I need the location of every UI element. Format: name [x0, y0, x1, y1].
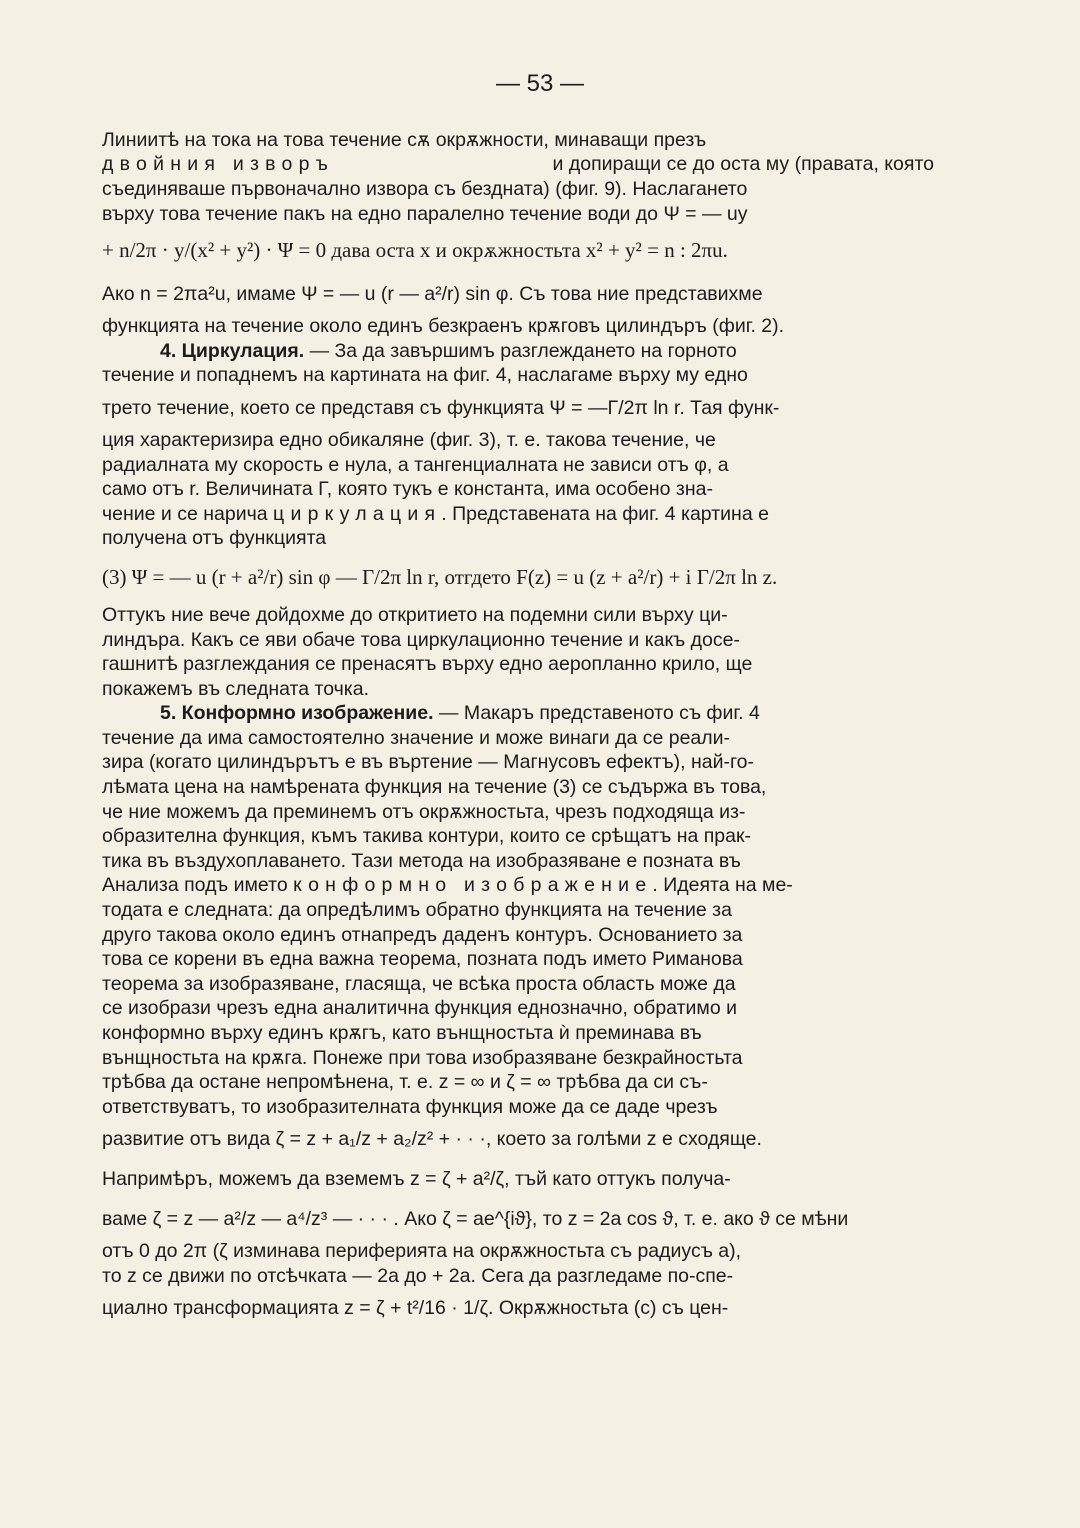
formula-line: Ако n = 2πa²u, имаме Ψ = — u (r — a²/r) sin φ. Съ това ние представихме — [102, 282, 763, 305]
text-line: покажемъ въ следната точка. — [102, 677, 370, 700]
text-line: върху това течение пакъ на едно паралелно течение води до Ψ = — uy — [102, 202, 748, 225]
text-line: че ние можемъ да преминемъ отъ окрѫжностьта, чрезъ подходяща из- — [102, 800, 746, 823]
text-line: двойния изворъ и допиращи се до оста му (правата, която — [102, 153, 934, 176]
text-line: лѣмата цена на намѣрената функция на течение (3) се съдържа въ това, — [102, 776, 767, 799]
text-line: зира (когато цилиндърътъ е въ въртение — Магнусовъ ефектъ), най-го- — [102, 751, 755, 774]
text-line: това се корени въ една важна теорема, позната подъ името Риманова — [102, 948, 743, 971]
formula-line: ваме ζ = z — a²/z — a⁴/z³ — · · · . Ако ζ = ae^{iϑ}, то z = 2a cos ϑ, т. е. ако ϑ се мѣни — [102, 1208, 849, 1231]
text-line: получена отъ функцията — [102, 527, 327, 550]
text-line: ция характеризира едно обикаляне (фиг. 3), т. е. такова течение, че — [102, 428, 716, 451]
formula-line: циално трансформацията z = ζ + t²/16 · 1/ζ. Окрѫжностьта (c) съ цен- — [102, 1297, 729, 1320]
text-line: ответствуватъ, то изобразителната функция може да се даде чрезъ — [102, 1095, 718, 1118]
formula-line: + n/2π · y/(x² + y²) · Ψ = 0 дава оста x и окрѫжностьта x² + y² = n : 2πu. — [102, 237, 728, 262]
text-line: образителна функция, къмъ такива контури, които се срѣщатъ на прак- — [102, 825, 752, 848]
text-line: радиалната му скорость е нула, а тангенциалната не зависи отъ φ, а — [102, 453, 729, 476]
section-heading-line: 4. Циркулация. — За да завършимъ разглеждането на горното — [160, 339, 737, 362]
text-line: се изобрази чрезъ една аналитична функция еднозначно, обратимо и — [102, 997, 737, 1020]
text-line: конформно върху единъ крѫгъ, като вънщностьта ѝ преминава въ — [102, 1022, 702, 1045]
text-line: теорема за изобразяване, гласяща, че всѣка проста область може да — [102, 972, 736, 995]
text-line: течение да има самостоятелно значение и може винаги да се реали- — [102, 726, 731, 749]
section-heading-line: 5. Конформно изображение. — Макаръ представеното съ фиг. 4 — [160, 702, 760, 725]
section-heading: 4. Циркулация. — [160, 339, 305, 362]
text-line: вънщностьта на крѫга. Понеже при това изобразяване безкрайностьта — [102, 1046, 743, 1069]
text-line: чение и се нарича циркулация. Представената на фиг. 4 картина е — [102, 502, 769, 525]
formula-line: Напримѣръ, можемъ да вземемъ z = ζ + a²/ζ, тъй като оттукъ получа- — [102, 1168, 731, 1191]
text-line: Анализа подъ името конформно изображение. Идеята на ме- — [102, 874, 793, 897]
text-line: само отъ r. Величината Γ, която тукъ е константа, има особено зна- — [102, 478, 713, 501]
text-line: течение и попаднемъ на картината на фиг. 4, наслагаме върху му едно — [102, 364, 748, 387]
text-line: гашнитѣ разглеждания се пренасятъ върху едно аеропланно крило, ще — [102, 653, 753, 676]
text-line: отъ 0 до 2π (ζ изминава периферията на окрѫжностьта съ радиусъ a), — [102, 1240, 742, 1263]
page-number: — 53 — — [495, 70, 585, 97]
text-line: друго такова около единъ отнапредъ даденъ контуръ. Основанието за — [102, 923, 743, 946]
text-line: тодата е следната: да опредѣлимъ обратно функцията на течение за — [102, 899, 732, 922]
formula-line: трето течение, което се представя съ функцията Ψ = —Γ/2π ln r. Тая функ- — [102, 396, 780, 419]
formula-line: развитие отъ вида ζ = z + a₁/z + a₂/z² + · · ·, което за голѣми z е сходяще. — [102, 1128, 762, 1151]
equation-3: (3) Ψ = — u (r + a²/r) sin φ — Γ/2π ln r, отгдето F(z) = u (z + a²/r) + i Γ/2π ln z. — [102, 564, 778, 589]
text-line: Линиитѣ на тока на това течение сѫ окрѫжности, минаващи презъ — [102, 128, 707, 151]
body-text — [102, 128, 934, 1329]
text-line: Оттукъ ние вече дойдохме до откритието на подемни сили върху ци- — [102, 603, 728, 626]
text-line: трѣбва да остане непромѣнена, т. е. z = ∞ и ζ = ∞ трѣбва да си съ- — [102, 1071, 708, 1094]
text-line: съединяваше първоначално извора съ бездната) (фиг. 9). Наслагането — [102, 177, 748, 200]
text-line: линдъра. Какъ се яви обаче това циркулационно течение и какъ досе- — [102, 628, 740, 651]
text-line: то z се движи по отсѣчката — 2a до + 2a. Сега да разгледаме по-спе- — [102, 1264, 734, 1287]
text-line: функцията на течение около единъ безкраенъ крѫговъ цилиндъръ (фиг. 2). — [102, 315, 785, 338]
section-heading: 5. Конформно изображение. — [160, 702, 434, 725]
text-line: тика въ въздухоплаването. Тази метода на изобразяване е позната въ — [102, 849, 741, 872]
